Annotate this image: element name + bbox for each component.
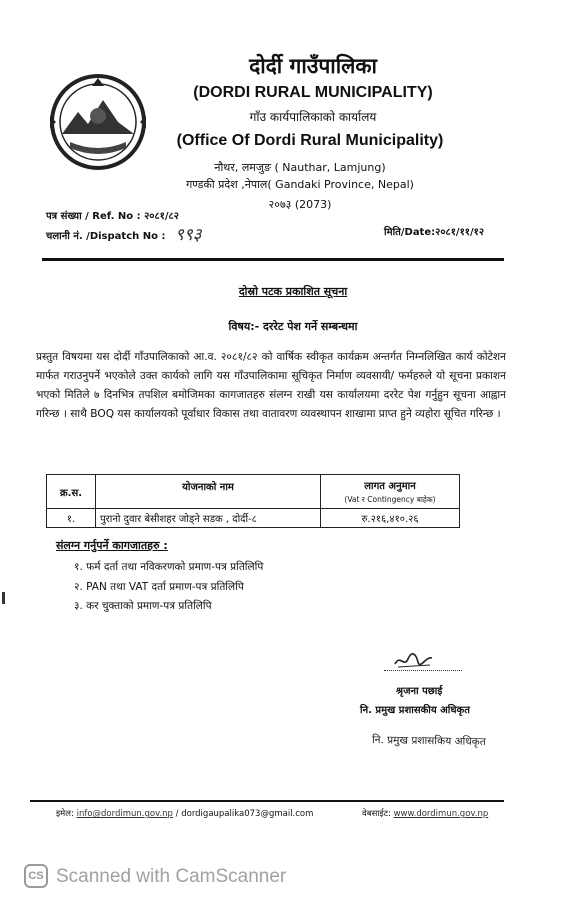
row-estimate: रु.२१६,४१०.२६ [321,509,460,528]
cost-estimate-table [46,474,460,528]
header-estimate-label: लागत अनुमान [364,481,416,492]
nepali-municipality-title: दोर्दी गाउँपालिका [249,54,377,78]
attachments-heading: संलग्न गर्नुपर्ने कागजातहरु : [56,539,168,552]
letter-date [384,224,484,238]
list-item: ३. कर चुक्ताको प्रमाण-पत्र प्रतिलिपि [74,600,212,612]
signature-line [384,670,462,671]
header-divider [42,258,504,261]
table-header-row [47,475,460,509]
municipality-emblem [48,72,148,172]
reference-number [46,208,179,222]
row-project-name: पुरानो दुवार बेसीशहर जोड्ने सडक , दोर्दी-८ [96,509,321,528]
email-link[interactable]: info@dordimun.gov.np [76,809,173,819]
dispatch-label: चलानी नं. /Dispatch No : [46,231,166,242]
footer-divider [30,800,504,802]
camscanner-icon: CS [24,864,48,888]
notice-subject: विषय:- दररेट पेश गर्ने सम्बन्धमा [228,320,358,333]
signatory-stamp: नि. प्रमुख प्रशासकिय अधिकृत [371,734,486,748]
list-item: २. PAN तथा VAT दर्ता प्रमाण-पत्र प्रतिलिपि [74,580,244,593]
handwritten-signature [392,650,436,672]
notice-body: प्रस्तुत विषयमा यस दोर्दी गाँउपालिकाको आ.व. २०८१/८२ को वार्षिक स्वीकृत कार्यक्रम अन्तर्गत निम्नलिखित कार्य कोटेशन मार्फत गराउनुपर्ने भएकोले उक्त कार्यको लागि यस गाँउपालिकामा सूचिकृत निर्माण व्यवसायी/ फर्महरुले यो सूचना प्रकाशन भएको मितिले ७ दिनभित्र तपशिल बमोजिमका कागजातहरु संलग्न राखी यस कार्यालयमा दररेट पेश गर्नुहुन सूचना आह्वान गरिन्छ । साथै BOQ यस कार्यालयको पूर्वाधार विकास तथा वातावरण व्यवस्थापन शाखामा प्राप्त हुने व्यहोरा सूचित गरिन्छ । [36,351,506,420]
address-line-2: गण्डकी प्रदेश ,नेपाल( Gandaki Province, Nepal) [186,178,414,191]
date-label: मिति/Date: [384,227,436,238]
address-line-1: नौथर, लमजुङ ( Nauthar, Lamjung) [214,161,386,174]
nepali-office-name: गाँउ कार्यपालिकाको कार्यालय [249,110,377,124]
header-project-name: योजनाको नाम [96,475,321,509]
header-estimate-note: (Vat र Contingency बाहेक) [344,495,436,504]
dispatch-number-handwritten: ९९३ [175,225,202,245]
english-office-name: (Office Of Dordi Rural Municipality) [176,132,444,149]
notice-heading: दोस्रो पटक प्रकाशित सूचना [238,285,348,298]
footer-website [362,808,488,819]
footer-email [56,808,313,819]
email-secondary: / dordigaupalika073@gmail.com [172,809,314,819]
header-estimate [321,475,460,509]
website-link[interactable]: www.dordimun.gov.np [393,809,489,819]
email-label: इमेल: [56,809,74,819]
watermark-text: Scanned with CamScanner [56,866,287,887]
list-item: १. फर्म दर्ता तथा नविकरणको प्रमाण-पत्र प्रतिलिपि [74,561,264,573]
row-sn: १. [47,509,96,528]
scan-edge-mark [2,592,5,604]
signatory-name: श्रृजना पछाई [396,686,443,697]
ref-value: २०८१/८२ [144,211,179,222]
signatory-title: नि. प्रमुख प्रशासकीय अधिकृत [360,705,470,716]
website-label: वेबसाईट: [362,809,391,819]
table-row [47,509,460,528]
attachments-list [74,558,263,617]
ref-label: पत्र संख्या / Ref. No : [46,211,141,222]
english-municipality-title: (DORDI RURAL MUNICIPALITY) [193,84,433,101]
established-year: २०७३ (2073) [268,198,332,211]
date-value: २०८१/११/१२ [435,227,485,238]
header-sn: क्र.स. [47,475,96,509]
